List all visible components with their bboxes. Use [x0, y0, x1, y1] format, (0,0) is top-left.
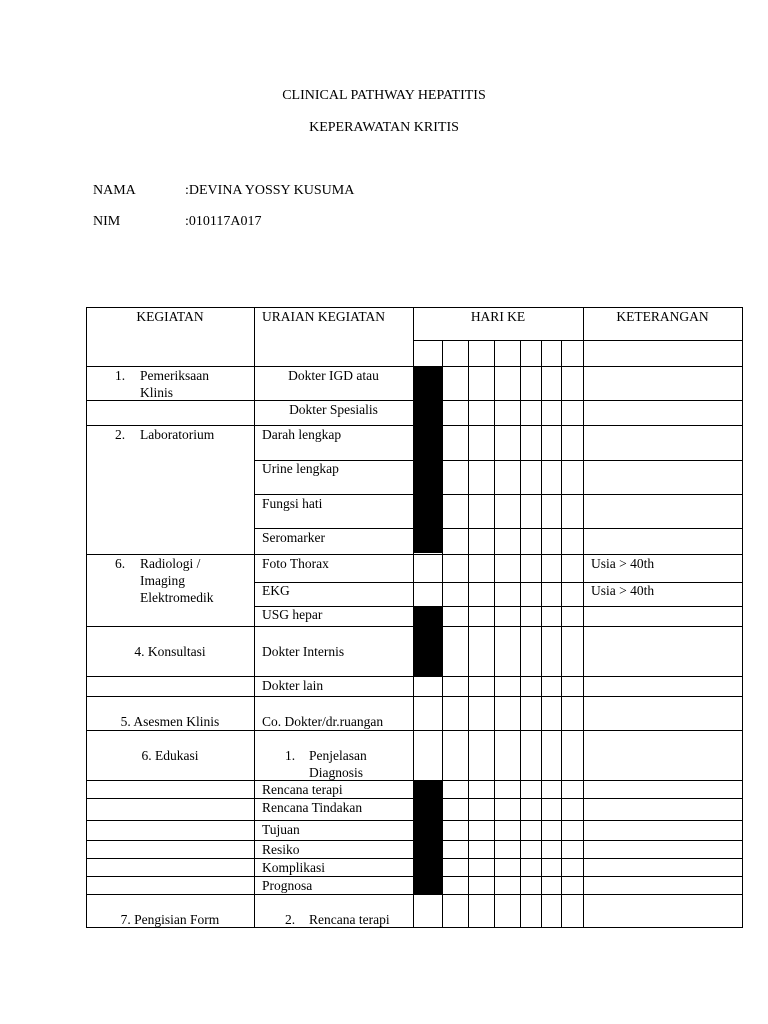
kegiatan-label: 7. Pengisian Form: [120, 912, 220, 927]
uraian-cell: Fungsi hati: [262, 496, 323, 511]
nim-label: NIM: [93, 214, 121, 229]
kegiatan-number: 2.: [115, 427, 126, 442]
keterangan-cell: Usia > 40th: [591, 583, 655, 598]
uraian-cell: Penjelasan: [309, 748, 367, 763]
header-hari-ke: HARI KE: [470, 309, 526, 324]
uraian-cell: Dokter Spesialis: [289, 402, 378, 417]
uraian-cell: Komplikasi: [262, 860, 325, 875]
kegiatan-label: Laboratorium: [140, 427, 215, 442]
uraian-cell: Dokter IGD atau: [288, 368, 379, 383]
kegiatan-number: 6.: [115, 556, 126, 571]
uraian-cell: Urine lengkap: [262, 461, 339, 476]
nim-value: :010117A017: [185, 214, 262, 229]
uraian-cell: Dokter Internis: [262, 644, 345, 659]
uraian-cell: Rencana Tindakan: [262, 800, 363, 815]
kegiatan-label: 6. Edukasi: [141, 748, 199, 763]
header-kegiatan: KEGIATAN: [136, 309, 204, 324]
uraian-cell-line2: Diagnosis: [309, 765, 363, 780]
kegiatan-label-line2: Klinis: [140, 385, 174, 400]
kegiatan-label: 4. Konsultasi: [134, 644, 206, 659]
uraian-number: 2.: [285, 912, 296, 927]
name-value: :DEVINA YOSSY KUSUMA: [185, 183, 355, 198]
uraian-cell: Resiko: [262, 842, 300, 857]
header-uraian-kegiatan: URAIAN KEGIATAN: [262, 309, 386, 324]
uraian-cell: Seromarker: [262, 530, 325, 545]
uraian-cell: Dokter lain: [262, 678, 324, 693]
kegiatan-number: 1.: [115, 368, 126, 383]
uraian-cell: USG hepar: [262, 607, 323, 622]
header-keterangan: KETERANGAN: [616, 309, 709, 324]
uraian-number: 1.: [285, 748, 296, 763]
uraian-cell: Rencana terapi: [262, 782, 343, 797]
uraian-cell: Prognosa: [262, 878, 313, 893]
name-label: NAMA: [93, 183, 136, 198]
kegiatan-label: Pemeriksaan: [140, 368, 209, 383]
uraian-cell: Tujuan: [262, 822, 300, 837]
uraian-cell: EKG: [262, 583, 290, 598]
document-title: CLINICAL PATHWAY HEPATITIS: [282, 88, 486, 103]
uraian-cell: Co. Dokter/dr.ruangan: [262, 714, 384, 729]
uraian-cell: Rencana terapi: [309, 912, 390, 927]
kegiatan-label: 5. Asesmen Klinis: [120, 714, 220, 729]
kegiatan-label-line2: Imaging: [140, 573, 185, 588]
uraian-cell: Foto Thorax: [262, 556, 329, 571]
kegiatan-label-line3: Elektromedik: [140, 590, 214, 605]
kegiatan-label: Radiologi /: [140, 556, 201, 571]
filled-cell: [414, 607, 442, 676]
keterangan-cell: Usia > 40th: [591, 556, 655, 571]
document-subtitle: KEPERAWATAN KRITIS: [309, 120, 459, 135]
uraian-cell: Darah lengkap: [262, 427, 342, 442]
